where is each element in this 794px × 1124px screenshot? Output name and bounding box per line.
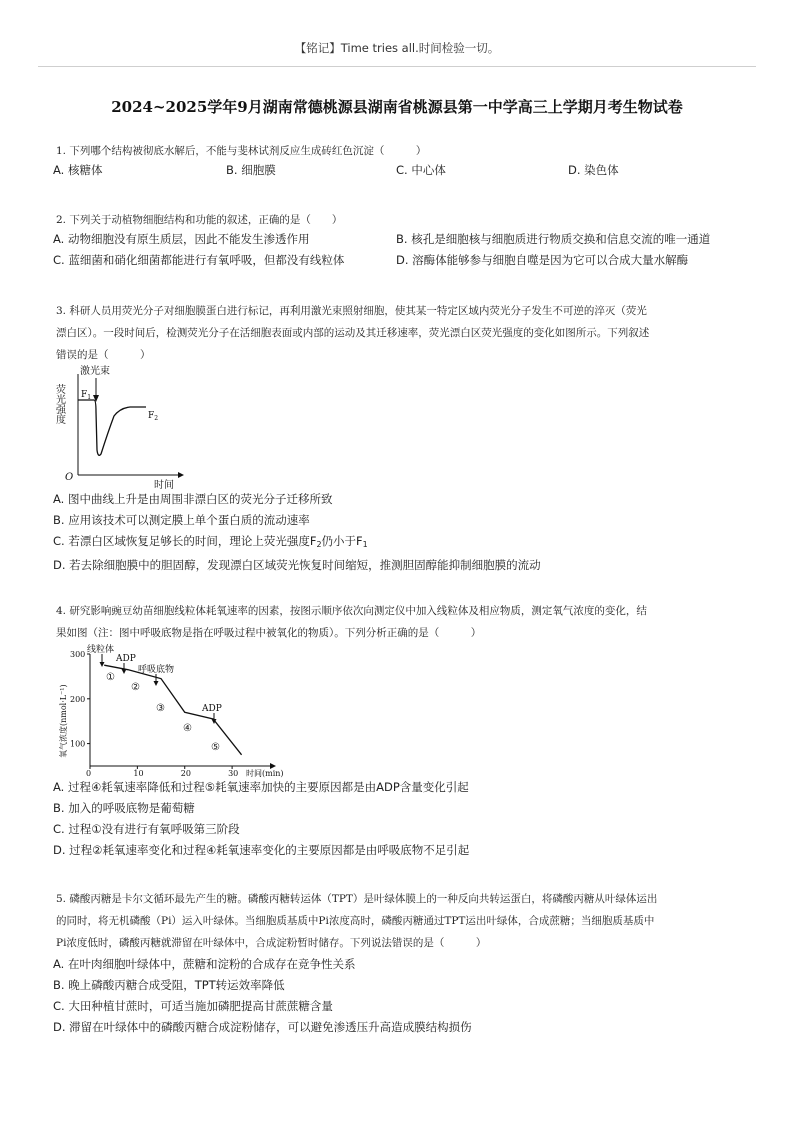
question-stem-line: 漂白区）。一段时间后，检测荧光分子在活细胞表面或内部的运动及其迁移速率，荧光漂白区荧光强度的变化如图所示。下列叙述: [56, 327, 650, 339]
option-a: A. 核糖体: [53, 163, 103, 177]
question-stem-line: 4. 研究影响豌豆幼苗细胞线粒体耗氧速率的因素，按图示顺序依次向测定仪中加入线粒体及相应物质，测定氧气浓度的变化，结: [56, 605, 647, 617]
x-tick-label: 0: [86, 769, 92, 778]
y-axis-label: 荧光强度: [53, 384, 65, 424]
option-c: C. 中心体: [396, 163, 446, 177]
step-1: ①: [106, 672, 115, 683]
y-axis-label: 氧气浓度(nmol·L⁻¹): [59, 684, 68, 758]
option-d: D. 若去除细胞膜中的胆固醇，发现漂白区域荧光恢复时间缩短，推测胆固醇能抑制细胞膜的流动: [53, 558, 541, 572]
fluorescence-curve: [78, 400, 146, 455]
laser-arrowhead: [93, 395, 99, 402]
option-a: A. 动物细胞没有原生质层，因此不能发生渗透作用: [53, 232, 310, 246]
option-d: D. 染色体: [568, 163, 619, 177]
motto-header: 【铭记】Time tries all.时间检验一切。: [294, 41, 500, 55]
y-tick-label: 200: [70, 694, 86, 704]
mito-label: 线粒体: [87, 645, 115, 655]
option-b: B. 核孔是细胞核与细胞质进行物质交换和信息交流的唯一通道: [396, 232, 711, 246]
y-tick-label: 100: [70, 739, 86, 749]
fluorescence-figure: [50, 362, 190, 490]
substrate-arrowhead: [154, 681, 159, 686]
question-4: [56, 600, 746, 644]
question-4-options: [53, 777, 746, 861]
step-5: ⑤: [211, 742, 220, 753]
substrate-label: 呼吸底物: [138, 665, 175, 675]
question-stem-line: 5. 磷酸丙糖是卡尔文循环最先产生的糖。磷酸丙糖转运体（TPT）是叶绿体膜上的一种反向共转运蛋白，将磷酸丙糖从叶绿体运出: [56, 893, 658, 905]
step-3: ③: [156, 703, 165, 714]
page-title: 2024~2025学年9月湖南常德桃源县湖南省桃源县第一中学高三上学期月考生物试卷: [111, 98, 683, 116]
x-tick-label: 30: [228, 769, 239, 778]
option-d: D. 过程②耗氧速率变化和过程④耗氧速率变化的主要原因都是由呼吸底物不足引起: [53, 843, 470, 857]
option-c: C. 大田种植甘蔗时，可适当施加磷肥提高甘蔗蔗糖含量: [53, 999, 333, 1013]
origin-label: O: [65, 472, 74, 483]
question-stem: 1. 下列哪个结构被彻底水解后，不能与斐林试剂反应生成砖红色沉淀（ ）: [56, 145, 427, 157]
adp-label-1: ADP: [116, 654, 136, 664]
question-1: [53, 140, 746, 183]
question-stem-line: Pi浓度低时，磷酸丙糖就滞留在叶绿体中，合成淀粉暂时储存。下列说法错误的是（ ）: [56, 937, 487, 949]
laser-label: 激光束: [80, 366, 110, 377]
option-b: B. 细胞膜: [226, 163, 276, 177]
header-divider: [38, 66, 756, 67]
option-c: C. 过程①没有进行有氧呼吸第三阶段: [53, 822, 240, 836]
adp-label-2: ADP: [202, 704, 222, 714]
x-tick-label: 20: [180, 769, 191, 778]
x-axis-label: 时间(min): [246, 769, 284, 778]
adp-arrowhead-1: [122, 669, 127, 674]
x-tick-label: 10: [133, 769, 144, 778]
options-row: [53, 252, 746, 273]
option-b: B. 应用该技术可以测定膜上单个蛋白质的流动速率: [53, 513, 310, 527]
x-axis-arrow: [178, 472, 184, 478]
option-d: D. 滞留在叶绿体中的磷酸丙糖合成淀粉储存，可以避免渗透压升高造成膜结构损伤: [53, 1020, 472, 1034]
question-stem-line: 果如图（注：图中呼吸底物是指在呼吸过程中被氧化的物质）。下列分析正确的是（ ）: [56, 627, 482, 639]
question-stem-line: 3. 科研人员用荧光分子对细胞膜蛋白进行标记，再利用激光束照射细胞，使其某一特定区域内荧光分子发生不可逆的淬灭（荧光: [56, 305, 647, 317]
option-b: B. 加入的呼吸底物是葡萄糖: [53, 801, 195, 815]
oxygen-chart: [50, 640, 290, 780]
step-4: ④: [183, 723, 192, 734]
question-stem-line: 错误的是（ ）: [56, 349, 151, 361]
f1-label: $F_1$: [81, 390, 92, 401]
mito-arrowhead: [100, 662, 105, 667]
options-row: [53, 231, 746, 252]
question-3-options: [53, 489, 746, 576]
option-d: D. 溶酶体能够参与细胞自噬是因为它可以合成大量水解酶: [396, 253, 689, 267]
step-2: ②: [131, 682, 140, 693]
option-b: B. 晚上磷酸丙糖合成受阻，TPT转运效率降低: [53, 978, 285, 992]
option-a: A. 过程④耗氧速率降低和过程⑤耗氧速率加快的主要原因都是由ADP含量变化引起: [53, 780, 469, 794]
question-2: [53, 209, 746, 273]
y-tick-label: 300: [70, 650, 86, 659]
option-a: A. 图中曲线上升是由周围非漂白区的荧光分子迁移所致: [53, 492, 333, 506]
question-stem-line: 的同时，将无机磷酸（Pi）运入叶绿体。当细胞质基质中Pi浓度高时，磷酸丙糖通过TPT运出叶绿体，合成蔗糖；当细胞质基质中: [56, 915, 655, 927]
options-row: [53, 162, 746, 183]
question-3: [56, 300, 746, 366]
question-5: [53, 888, 746, 1038]
f2-label: $F_2$: [148, 411, 159, 422]
option-a: A. 在叶肉细胞叶绿体中，蔗糖和淀粉的合成存在竞争性关系: [53, 957, 356, 971]
x-axis-label: 时间: [154, 480, 174, 490]
option-c: C. 若漂白区域恢复足够长的时间，理论上荧光强度$F_2$仍小于$F_1$: [53, 534, 368, 549]
question-stem: 2. 下列关于动植物细胞结构和功能的叙述，正确的是（ ）: [56, 214, 343, 226]
option-c: C. 蓝细菌和硝化细菌都能进行有氧呼吸，但都没有线粒体: [53, 253, 345, 267]
